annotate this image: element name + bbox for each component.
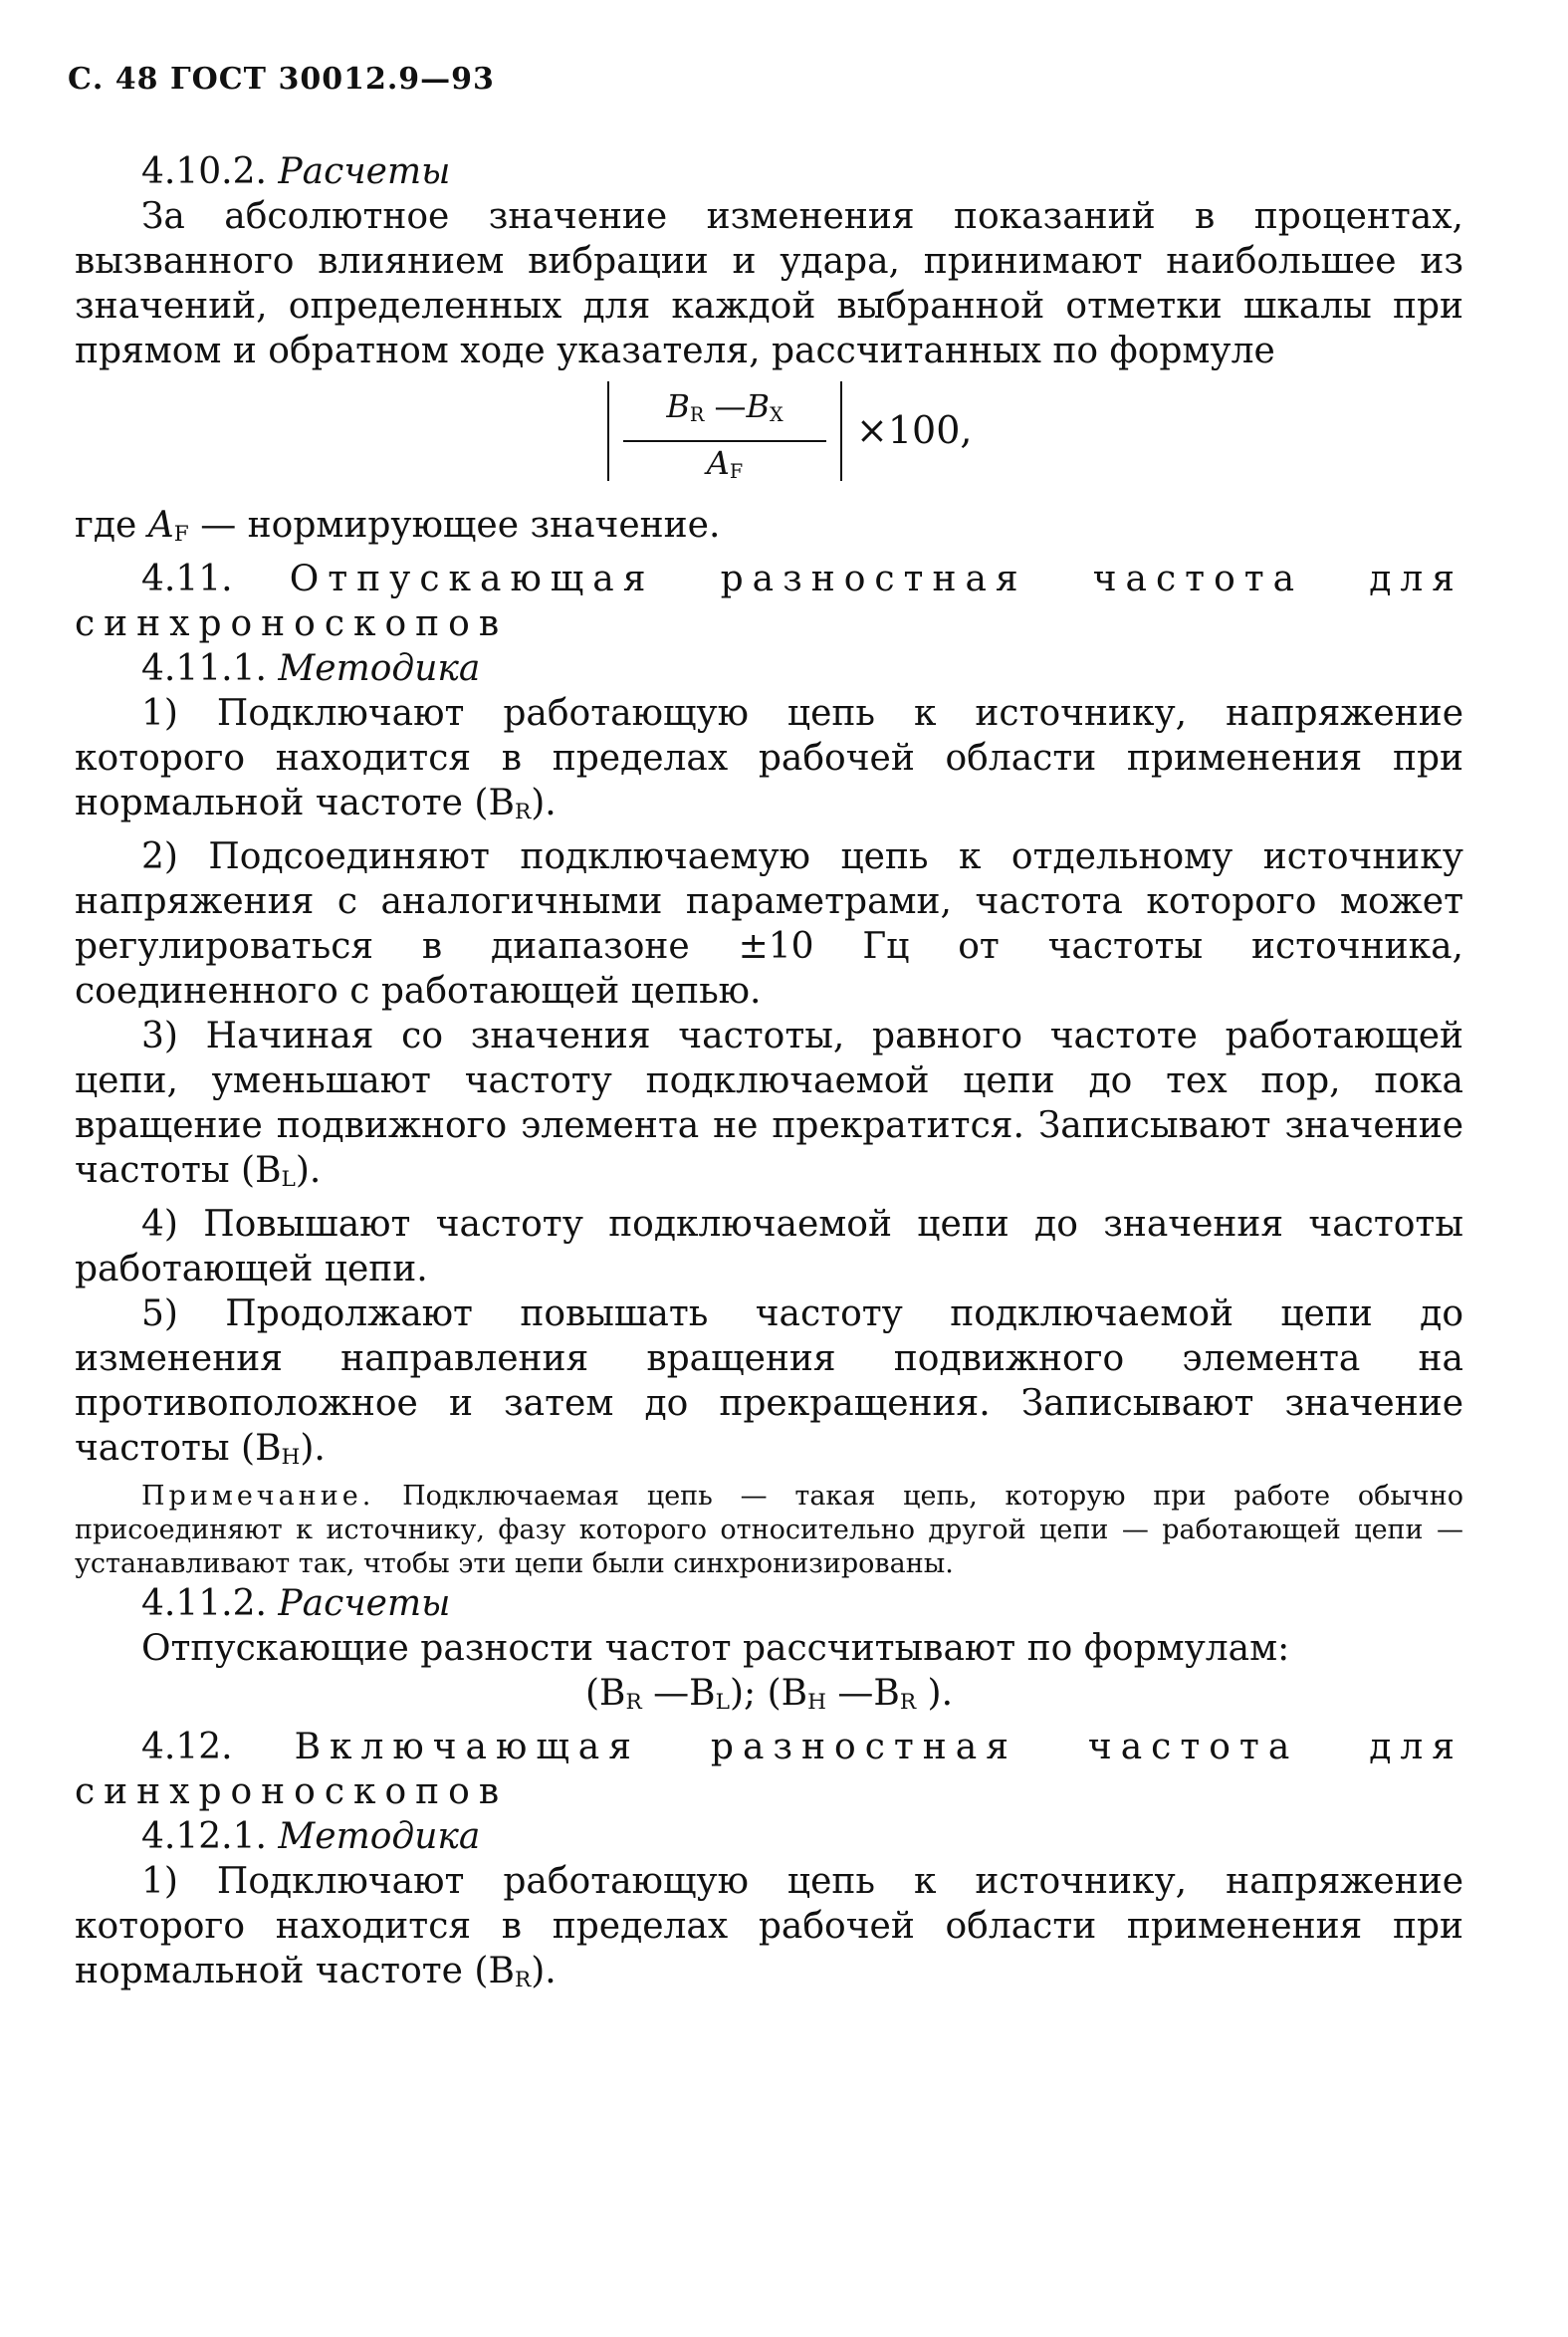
step-4-11-1-2: 2) Подсоединяют подключаемую цепь к отдельному источнику напряжения с аналогичными параметрами, частота которого может регулироваться в диапазоне ±10 Гц от частоты источника, соединенного с работающей цепью. bbox=[75, 836, 1463, 1012]
formula-percent-change bbox=[75, 373, 1463, 503]
fraction-abs bbox=[607, 381, 842, 481]
step-4-11-1-4: 4) Повышают частоту подключаемой цепи до значения частоты работающей цепи. bbox=[75, 1204, 1463, 1289]
step-4-11-1-1: 1) Подключают работающую цепь к источнику, напряжение которого находится в пределах рабочей области применения при нормальной частоте $(B_R)$. bbox=[75, 693, 1463, 824]
fraction-denominator: $A_F$ bbox=[706, 444, 744, 483]
section-heading-4-12-1 bbox=[75, 1814, 1463, 1859]
section-title: Отпускающая разностная частота для синхроноскопов bbox=[75, 559, 1463, 644]
section-title: Расчеты bbox=[278, 151, 451, 192]
paragraph-absolute-value: За абсолютное значение изменения показаний в процентах, вызванного влиянием вибрации и удара, принимают наибольшее из значений, определенных для каждой выбранной отметки шкалы при прямом и обратном ходе указателя, рассчитанных по формуле bbox=[75, 196, 1463, 371]
formula-multiplier: ×100, bbox=[856, 408, 973, 452]
section-number: 4.10.2. bbox=[141, 151, 267, 192]
section-heading-4-12 bbox=[75, 1725, 1463, 1814]
section-number: 4.11. bbox=[141, 559, 233, 599]
section-title: Методика bbox=[278, 1816, 481, 1857]
section-heading-4-11-1 bbox=[75, 646, 1463, 691]
fraction-numerator: $B_R$ $—B_X$ bbox=[666, 387, 784, 426]
page-content bbox=[75, 149, 1463, 2002]
note-label: Примечание. bbox=[141, 1481, 375, 1512]
paragraph-calc-formulas: Отпускающие разности частот рассчитывают по формулам: bbox=[141, 1628, 1290, 1669]
note-text: Подключаемая цепь — такая цепь, которую при работе обычно присоединяют к источнику, фазу которого относительно другой цепи — работающей цепи — устанавливают так, чтобы эти цепи были синхронизированы. bbox=[75, 1481, 1463, 1579]
section-number: 4.11.2. bbox=[141, 1583, 267, 1624]
section-number: 4.12.1. bbox=[141, 1816, 267, 1857]
section-number: 4.12. bbox=[141, 1727, 233, 1767]
step-4-11-1-5: 5) Продолжают повышать частоту подключаемой цепи до изменения направления вращения подвижного элемента на противоположное и затем до прекращения. Записывают значение частоты $(B_H)$. bbox=[75, 1293, 1463, 1470]
note bbox=[75, 1480, 1463, 1581]
section-heading-4-11 bbox=[75, 557, 1463, 646]
page-header: С. 48 ГОСТ 30012.9—93 bbox=[68, 62, 495, 97]
section-heading-4-11-2 bbox=[75, 1581, 1463, 1626]
step-4-11-1-3: 3) Начиная со значения частоты, равного частоте работающей цепи, уменьшают частоту подключаемой цепи до тех пор, пока вращение подвижного элемента не прекратится. Записывают значение частоты $(B_L)$. bbox=[75, 1016, 1463, 1192]
section-number: 4.11.1. bbox=[141, 648, 267, 689]
section-title: Методика bbox=[278, 648, 481, 689]
formula-frequency-differences: ($B_R$ $—B_L$); ($B_H$ $—B_R$ ). bbox=[584, 1673, 954, 1715]
section-title: Расчеты bbox=[278, 1583, 451, 1624]
where-line: где $A_F$ — нормирующее значение. bbox=[75, 505, 721, 547]
section-title: Включающая разностная частота для синхроноскопов bbox=[75, 1727, 1463, 1812]
step-4-12-1-1: 1) Подключают работающую цепь к источнику, напряжение которого находится в пределах рабочей области применения при нормальной частоте $(B_R)$. bbox=[75, 1861, 1463, 1992]
section-heading-4-10-2 bbox=[75, 149, 1463, 194]
